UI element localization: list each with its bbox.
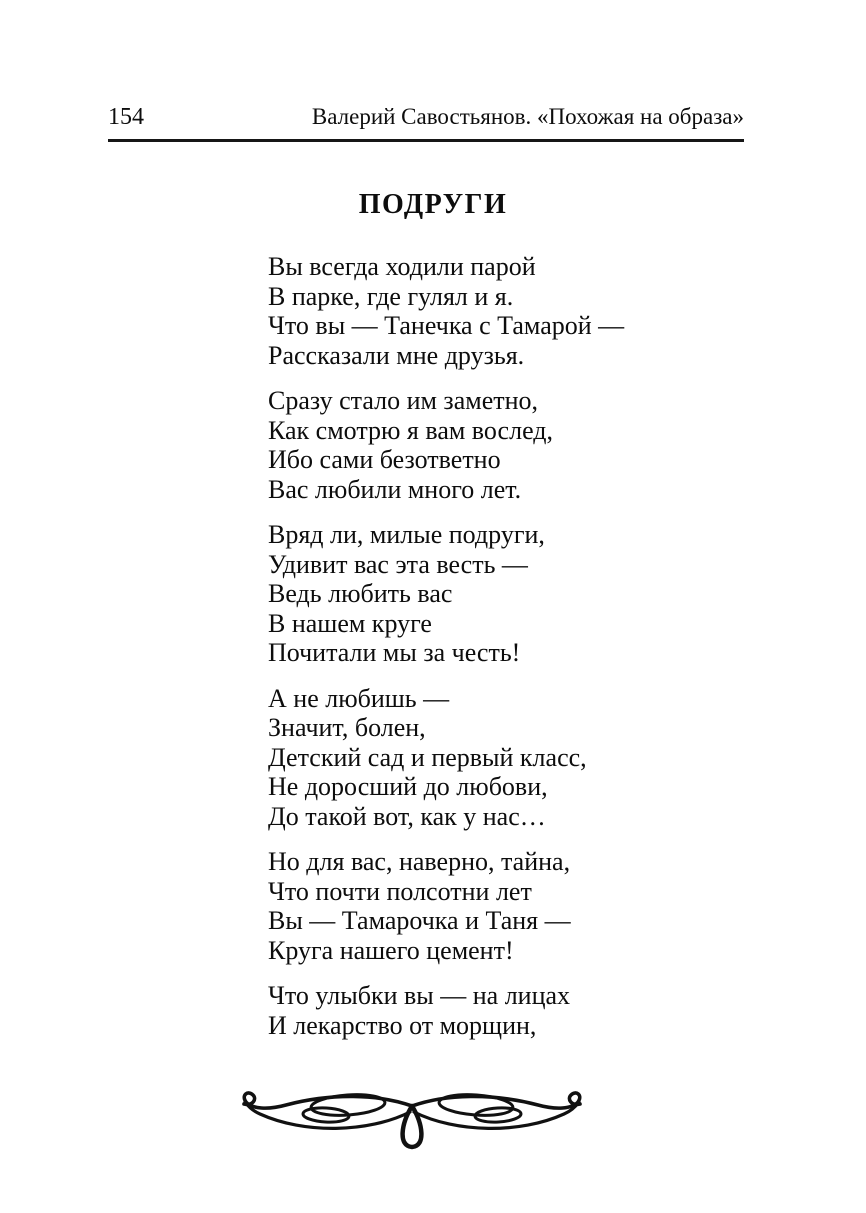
poem-line: Вряд ли, милые подруги,	[268, 520, 545, 549]
page-header	[108, 104, 744, 142]
poem-title: ПОДРУГИ	[358, 189, 508, 220]
poem-line: Не доросший до любови,	[268, 772, 548, 801]
poem-line: До такой вот, как у нас…	[268, 801, 546, 831]
poem-line: А не любишь —	[268, 683, 450, 713]
poem-line: Как смотрю я вам вослед,	[268, 415, 553, 445]
poem-line: Рассказали мне друзья.	[268, 340, 525, 370]
poem-line: Вы всегда ходили парой	[268, 252, 536, 281]
poem-line: Детский сад и первый класс,	[268, 742, 587, 772]
poem-line: Значит, болен,	[268, 713, 426, 742]
poem-line: Удивит вас эта весть —	[268, 549, 528, 579]
stanza	[268, 847, 598, 965]
stanza	[268, 981, 598, 1040]
running-title: Валерий Савостьянов. «Похожая на образа»	[311, 104, 744, 129]
poem-body	[268, 188, 625, 1056]
poem-line: Но для вас, наверно, тайна,	[268, 847, 571, 876]
flourish-divider-icon	[234, 1090, 590, 1162]
stanza	[268, 520, 598, 668]
poem-line: Вас любили много лет.	[268, 474, 522, 504]
poem-line: Что вы — Танечка с Тамарой —	[268, 311, 625, 340]
page-number: 154	[108, 104, 144, 130]
poem-line: Ибо сами безответно	[268, 445, 501, 474]
poem-line: В нашем круге	[268, 608, 432, 638]
poem-line: Сразу стало им заметно,	[268, 386, 539, 415]
poem-line: В парке, где гулял и я.	[268, 281, 514, 311]
poem-line: Почитали мы за честь!	[268, 638, 521, 667]
stanza	[268, 684, 598, 832]
poem-line: Вы — Тамарочка и Таня —	[268, 906, 571, 935]
stanza	[268, 252, 625, 370]
poem-line: Ведь любить вас	[268, 579, 453, 608]
poem-line: Что почти полсотни лет	[268, 876, 532, 906]
poem-line: И лекарство от морщин,	[268, 1010, 537, 1040]
stanza	[268, 386, 598, 504]
poem-line: Круга нашего цемент!	[268, 935, 514, 965]
poem-line: Что улыбки вы — на лицах	[268, 981, 571, 1010]
